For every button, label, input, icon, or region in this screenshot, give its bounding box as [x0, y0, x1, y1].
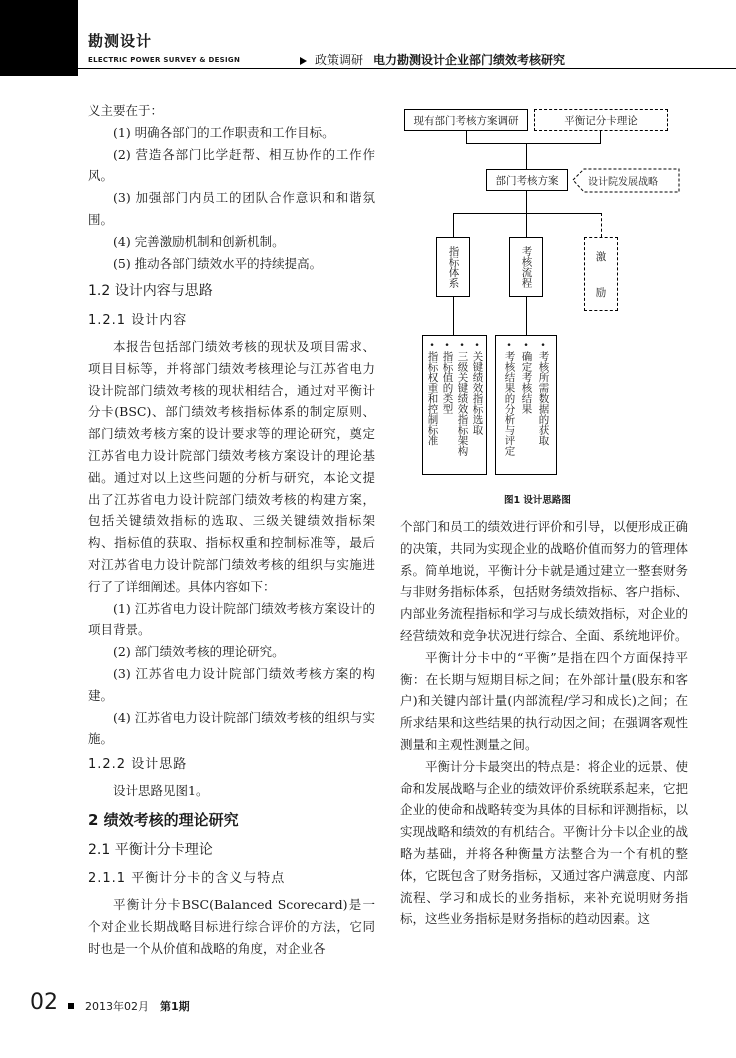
design-flow-diagram: [390, 100, 690, 500]
connector: [453, 297, 454, 335]
connector: [526, 297, 527, 335]
box-strategy: 设计院发展战略: [588, 177, 658, 188]
footer-square-icon: [68, 1003, 74, 1009]
box-bsc-theory: 平衡记分卡理论: [534, 109, 668, 131]
box-survey: 现有部门考核方案调研: [404, 109, 528, 131]
section-heading: 2.1 平衡计分卡理论: [88, 841, 213, 858]
subsection-heading: 1.2.1 设计内容: [88, 313, 188, 329]
section-heading: 1.2 设计内容与思路: [88, 283, 213, 300]
box-incentive: 激 励: [584, 237, 618, 311]
list-item: (2) 部门绩效考核的理论研究。: [113, 644, 285, 660]
list-item: (4) 完善激励机制和创新机制。: [113, 233, 285, 249]
running-header: [300, 51, 565, 68]
list-item: (3) 江苏省电力设计院部门绩效考核方案的构建。: [88, 665, 375, 703]
triangle-arrow-icon: [300, 57, 307, 65]
chapter-heading: 2 绩效考核的理论研究: [88, 810, 239, 829]
issue-date: 2013年02月: [85, 1000, 149, 1013]
box-assessment-process: 考核流程: [509, 237, 543, 297]
paragraph: 本报告包括部门绩效考核的现状及项目需求、项目目标等，并将部门绩效考核理论与江苏省电力设计院部门绩效考核的现状相结合，通过对平衡计分卡(BSC)、部门绩效考核指标体系的制定原则、部门绩效考核方案的设计要求等的理论研究，奠定江苏省电力设计院部门绩效考核方案设计的理论基础。通过对以上这些问题的分析与研究，本论文提出了江苏省电力设计院部门绩效考核的构建方案，包括关键绩效指标的选取、三级关键绩效指标架构、指标值的获取、指标权重和控制标准等，最后对江苏省电力设计院部门绩效考核的组织与实施进行了了详细阐述。具体内容如下：: [88, 338, 375, 594]
list-process-details: • 考核所需数据的获取 • 确定考核结果 • 考核结果的分析与评定: [495, 335, 557, 475]
article-title: 电力勘测设计企业部门绩效考核研究: [373, 53, 566, 67]
list-item: 关键绩效指标选取: [471, 351, 484, 435]
list-item: (5) 推动各部门绩效水平的持续提高。: [113, 255, 323, 271]
journal-logo-english: ELECTRIC POWER SURVEY & DESIGN: [88, 56, 241, 64]
journal-logo: 勘测设计: [88, 32, 153, 50]
subsection-heading: 1.2.2 设计思路: [88, 757, 188, 773]
connector: [453, 213, 602, 214]
right-column: [400, 516, 688, 930]
header-black-block: [0, 0, 78, 76]
paragraph: 义主要在于：: [88, 103, 164, 118]
subsection-heading: 2.1.1 平衡计分卡的含义与特点: [88, 871, 286, 887]
paragraph: 平衡计分卡最突出的特点是：将企业的远景、使命和发展战略与企业的绩效评价系统联系起来，它把企业的使命和战略转变为具体的目标和评测指标，以实现战略和绩效的有机结合。平衡计分卡以企业的战略为基础，并将各种衡量方法整合为一个有机的整体，它既包含了财务指标，又通过客户满意度、内部流程、学习和成长的业务指标，来补充说明财务指标，这些业务指标是财务指标的趋动因素。这: [400, 758, 688, 927]
paragraph: 平衡计分卡中的“平衡”是指在四个方面保持平衡：在长期与短期目标之间；在外部计量(股东和客户)和关键内部计量(内部流程/学习和成长)之间；在所求结果和这些结果的执行动因之间；在强调客观性测量和主观性测量之间。: [400, 649, 688, 752]
left-column: [88, 100, 375, 959]
box-index-system: 指标体系: [436, 237, 470, 297]
list-item: 指标值的类型: [441, 351, 454, 414]
list-index-details: • 关键绩效指标选取 • 三级关键绩效指标架构 • 指标值的类型 • 指标权重和控制标准: [422, 335, 487, 475]
connector: [526, 213, 527, 237]
list-item: (1) 江苏省电力设计院部门绩效考核方案设计的项目背景。: [88, 600, 375, 638]
page-number: 02: [30, 990, 58, 1015]
connector: [453, 213, 454, 237]
connector: [526, 191, 527, 213]
list-item: (2) 营造各部门比学赶帮、相互协作的工作作风。: [88, 146, 375, 184]
connector: [466, 143, 601, 144]
connector: [466, 131, 467, 143]
connector-dashed: [601, 213, 602, 237]
list-item: 三级关键绩效指标架构: [456, 351, 469, 456]
connector: [526, 143, 527, 169]
issue-number: 第1期: [160, 1000, 190, 1013]
list-item: (1) 明确各部门的工作职责和工作目标。: [113, 124, 335, 140]
list-item: 指标权重和控制标准: [426, 351, 439, 446]
list-item: (3) 加强部门内员工的团队合作意识和和谐氛围。: [88, 190, 375, 227]
section-name: 政策调研: [315, 53, 364, 67]
list-item: 考核所需数据的获取: [537, 351, 550, 446]
paragraph: 设计思路见图1。: [113, 782, 209, 798]
box-department-plan: 部门考核方案: [486, 169, 568, 191]
list-item: (4) 江苏省电力设计院部门绩效考核的组织与实施。: [88, 709, 375, 747]
paragraph: 平衡计分卡BSC(Balanced Scorecard)是一个对企业长期战略目标进行综合评价的方法，它同时也是一个从价值和战略的角度，对企业各: [88, 897, 375, 956]
figure-caption: 图1 设计思路图: [504, 495, 571, 506]
connector: [600, 131, 601, 143]
paragraph: 个部门和员工的绩效进行评价和引导，以便形成正确的决策，共同为实现企业的战略价值而努力的管理体系。简单地说，平衡计分卡就是通过建立一整套财务与非财务指标体系，包括财务绩效指标、客户指标、内部业务流程指标和学习与成长绩效指标，对企业的经营绩效和竞争状况进行综合、全面、系统地评价。: [400, 519, 688, 643]
list-item: 确定考核结果: [520, 351, 533, 414]
header-rule: [78, 68, 736, 69]
list-item: 考核结果的分析与评定: [503, 351, 516, 456]
